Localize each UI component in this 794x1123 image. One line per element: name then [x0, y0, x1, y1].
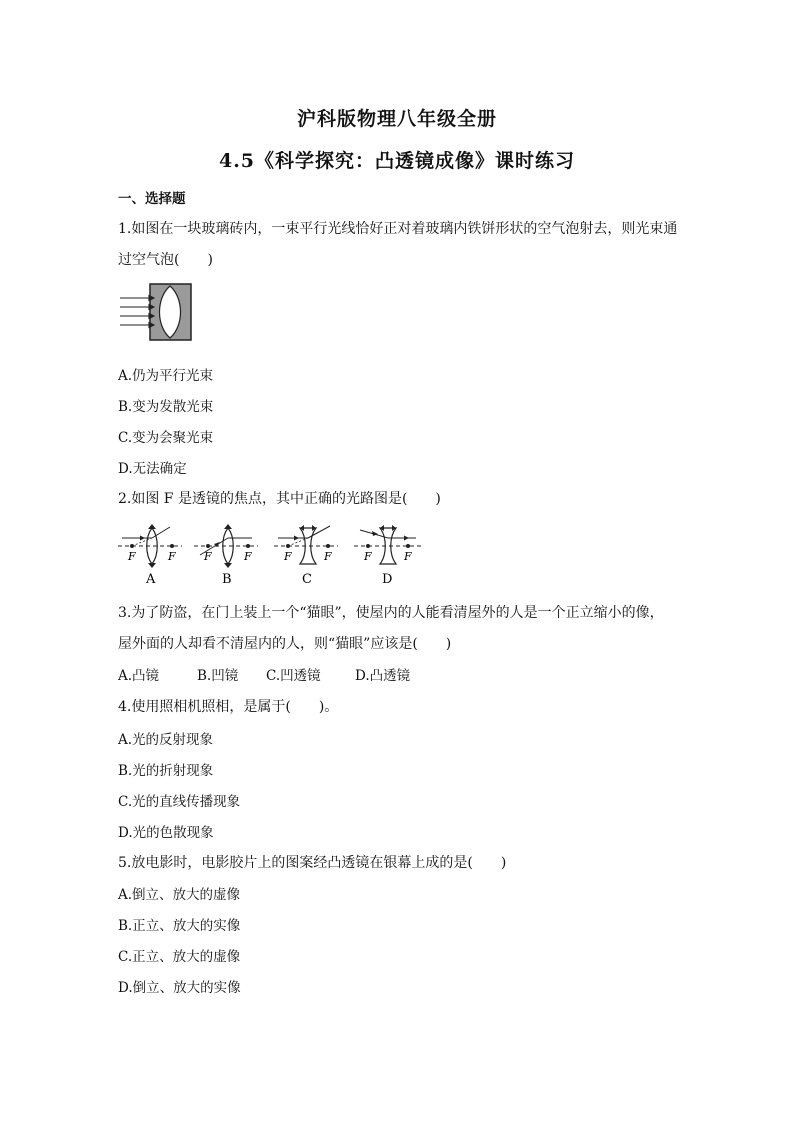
- diagram-b: [194, 524, 258, 587]
- focus-label: F: [284, 550, 292, 563]
- focus-label: F: [364, 550, 372, 563]
- section-heading: 一、选择题: [118, 191, 186, 207]
- q1-text-line1: 1.如图在一块玻璃砖内，一束平行光线恰好正对着玻璃内铁饼形状的空气泡射去，则光束通: [118, 221, 678, 237]
- focus-label: F: [244, 550, 252, 563]
- diagram-c: [274, 525, 338, 587]
- q4-option-a: A.光的反射现象: [118, 732, 214, 748]
- diagram-d: [354, 525, 424, 587]
- focus-label: F: [204, 550, 212, 563]
- diagram-a: [118, 524, 182, 587]
- q1-option-c: C.变为会聚光束: [118, 430, 214, 446]
- q5-text: 5.放电影时，电影胶片上的图案经凸透镜在银幕上成的是( ): [118, 855, 507, 871]
- q3-option-a: A.凸镜: [118, 668, 160, 684]
- diagram-label-b: B: [222, 572, 232, 587]
- document-subtitle: 4.5《科学探究：凸透镜成像》课时练习: [218, 150, 576, 172]
- q5-option-c: C.正立、放大的虚像: [118, 949, 241, 965]
- diagram-label-c: C: [302, 572, 312, 587]
- q2-text: 2.如图 F 是透镜的焦点，其中正确的光路图是( ): [118, 491, 441, 507]
- q1-option-b: B.变为发散光束: [118, 399, 214, 415]
- diagram-label-d: D: [382, 572, 393, 587]
- q4-option-d: D.光的色散现象: [118, 825, 214, 841]
- q4-option-c: C.光的直线传播现象: [118, 794, 241, 810]
- q1-option-d: D.无法确定: [118, 461, 187, 477]
- q5-option-a: A.倒立、放大的虚像: [118, 887, 241, 903]
- parallel-light-rays: [120, 296, 154, 328]
- diagram-label-a: A: [146, 572, 156, 587]
- document-title: 沪科版物理八年级全册: [296, 108, 497, 130]
- q3-text-line1: 3.为了防盗，在门上装上一个“猫眼”，使屋内的人能看清屋外的人是一个正立缩小的像，: [118, 605, 664, 621]
- q3-option-b: B.凹镜: [197, 668, 239, 684]
- q3-options: [118, 664, 410, 684]
- focus-label: F: [404, 550, 412, 563]
- q3-option-d: D.凸透镜: [355, 668, 411, 684]
- q3-text-line2: 屋外面的人却看不清屋内的人，则“猫眼”应该是( ): [118, 636, 452, 652]
- focus-label: F: [128, 550, 136, 563]
- focus-label: F: [168, 550, 176, 563]
- q4-text: 4.使用照相机照相，是属于( )。: [118, 699, 339, 715]
- q4-option-b: B.光的折射现象: [118, 763, 214, 779]
- q3-option-c: C.凹透镜: [266, 668, 321, 684]
- q1-option-a: A.仍为平行光束: [118, 368, 214, 384]
- q2-lens-diagrams: [118, 522, 428, 588]
- focus-label: F: [324, 550, 332, 563]
- q1-glass-bubble-figure: [118, 283, 194, 341]
- q1-text-line2: 过空气泡( ): [118, 252, 213, 268]
- q5-option-b: B.正立、放大的实像: [118, 918, 241, 934]
- q5-option-d: D.倒立、放大的实像: [118, 980, 241, 996]
